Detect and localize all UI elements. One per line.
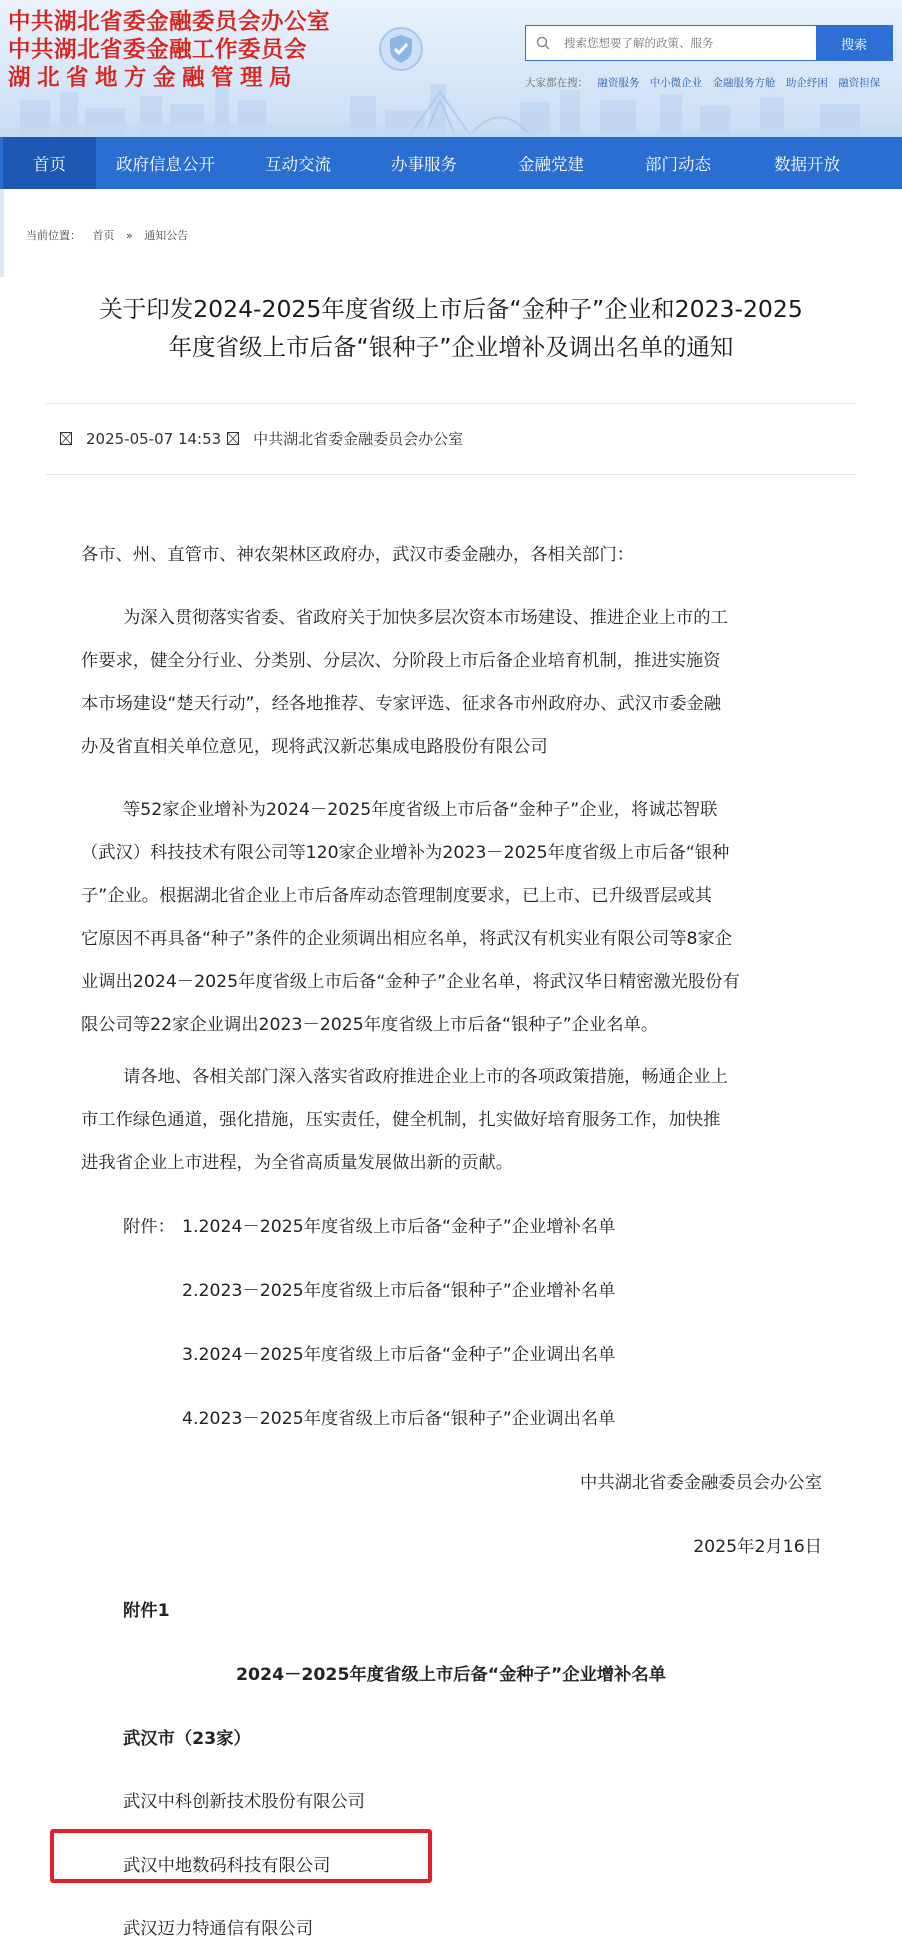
company-item: 武汉迈力特通信有限公司 bbox=[123, 1919, 314, 1939]
search-button[interactable]: 搜索 bbox=[816, 26, 892, 60]
nav-item-interaction[interactable]: 互动交流 bbox=[265, 155, 331, 174]
main-nav bbox=[0, 137, 902, 189]
company-item: 武汉中地数码科技有限公司 bbox=[123, 1856, 331, 1876]
article-title bbox=[40, 290, 862, 366]
search-input[interactable] bbox=[560, 26, 816, 60]
company-item: 武汉中科创新技术股份有限公司 bbox=[123, 1792, 365, 1812]
nav-item-home[interactable]: 首页 bbox=[3, 137, 96, 189]
hot-search-keyword[interactable]: 金融服务方舱 bbox=[712, 77, 776, 89]
body-line: 为深入贯彻落实省委、省政府关于加快多层次资本市场建设、推进企业上市的工 bbox=[123, 608, 728, 628]
body-line: 子”企业。根据湖北省企业上市后备库动态管理制度要求，已上市、已升级晋层或其 bbox=[81, 886, 713, 906]
site-title-2: 中共湖北省委金融工作委员会 bbox=[8, 37, 308, 63]
breadcrumb bbox=[26, 227, 196, 243]
nav-item-news[interactable]: 部门动态 bbox=[645, 155, 711, 174]
hot-search-keyword[interactable]: 中小微企业 bbox=[649, 77, 703, 89]
attachment-link[interactable]: 2.2023－2025年度省级上市后备“银种子”企业增补名单 bbox=[182, 1281, 616, 1301]
body-line: 请各地、各相关部门深入落实省政府推进企业上市的各项政策措施，畅通企业上 bbox=[123, 1067, 728, 1087]
attachment-link[interactable]: 1.2024－2025年度省级上市后备“金种子”企业增补名单 bbox=[182, 1217, 616, 1237]
site-header bbox=[0, 0, 902, 137]
nav-item-open-data[interactable]: 数据开放 bbox=[774, 155, 840, 174]
breadcrumb-separator: » bbox=[126, 229, 133, 242]
body-line: 进我省企业上市进程，为全省高质量发展做出新的贡献。 bbox=[81, 1153, 514, 1173]
site-title-3: 湖北省地方金融管理局 bbox=[8, 65, 299, 91]
search-icon bbox=[526, 26, 560, 60]
article-title-line: 关于印发2024-2025年度省级上市后备“金种子”企业和2023-2025 bbox=[99, 295, 803, 323]
source-icon bbox=[227, 432, 239, 445]
hot-search-keyword[interactable]: 助企纾困 bbox=[785, 77, 828, 89]
body-line: 市工作绿色通道，强化措施，压实责任，健全机制，扎实做好培育服务工作，加快推 bbox=[81, 1110, 721, 1130]
body-line: 各市、州、直管市、神农架林区政府办，武汉市委金融办，各相关部门： bbox=[81, 545, 635, 565]
body-line: 限公司等22家企业调出2023－2025年度省级上市后备“银种子”企业名单。 bbox=[81, 1015, 659, 1035]
hot-search-label: 大家都在搜： bbox=[525, 77, 588, 89]
divider bbox=[46, 474, 856, 475]
body-line: 它原因不再具备“种子”条件的企业须调出相应名单，将武汉有机实业有限公司等8家企 bbox=[81, 929, 733, 949]
attachment-label: 附件： bbox=[123, 1217, 175, 1237]
body-line: （武汉）科技技术有限公司等120家企业增补为2023－2025年度省级上市后备“银种 bbox=[81, 843, 730, 863]
body-line: 办及省直相关单位意见，现将武汉新芯集成电路股份有限公司 bbox=[81, 737, 548, 757]
body-line: 本市场建设“楚天行动”，经各地推荐、专家评选、征求各市州政府办、武汉市委金融 bbox=[81, 694, 722, 714]
hot-searches bbox=[525, 75, 887, 90]
breadcrumb-current-link[interactable]: 通知公告 bbox=[144, 229, 189, 242]
body-line: 等52家企业增补为2024－2025年度省级上市后备“金种子”企业，将诚芯智联 bbox=[123, 800, 718, 820]
attachment-link[interactable]: 3.2024－2025年度省级上市后备“金种子”企业调出名单 bbox=[182, 1345, 616, 1365]
breadcrumb-home-link[interactable]: 首页 bbox=[92, 229, 115, 242]
article-meta bbox=[60, 428, 463, 449]
nav-item-gov-info[interactable]: 政府信息公开 bbox=[116, 155, 215, 174]
signature: 中共湖北省委金融委员会办公室 bbox=[580, 1473, 822, 1493]
sign-date: 2025年2月16日 bbox=[693, 1537, 822, 1557]
hot-search-keyword[interactable]: 融资服务 bbox=[597, 77, 640, 89]
publish-date: 2025-05-07 14:53 bbox=[86, 429, 222, 448]
hot-search-keyword[interactable]: 融资担保 bbox=[838, 77, 881, 89]
shield-logo-icon bbox=[378, 26, 424, 72]
list-title: 2024－2025年度省级上市后备“金种子”企业增补名单 bbox=[236, 1665, 666, 1685]
body-line: 作要求，健全分行业、分类别、分层次、分阶段上市后备企业培育机制，推进实施资 bbox=[81, 651, 721, 671]
highlight-box bbox=[50, 1829, 432, 1883]
nav-item-party[interactable]: 金融党建 bbox=[518, 155, 584, 174]
calendar-icon bbox=[60, 432, 72, 445]
left-accent-bar bbox=[0, 189, 4, 277]
publish-source: 中共湖北省委金融委员会办公室 bbox=[253, 430, 464, 448]
attachment-link[interactable]: 4.2023－2025年度省级上市后备“银种子”企业调出名单 bbox=[182, 1409, 616, 1429]
site-title-1: 中共湖北省委金融委员会办公室 bbox=[8, 9, 331, 35]
body-line: 业调出2024－2025年度省级上市后备“金种子”企业名单，将武汉华日精密激光股份有 bbox=[81, 972, 740, 992]
search-bar bbox=[525, 25, 893, 61]
annex-title: 附件1 bbox=[123, 1601, 170, 1621]
divider bbox=[46, 403, 856, 404]
site-titles bbox=[8, 8, 330, 92]
nav-item-services[interactable]: 办事服务 bbox=[391, 155, 457, 174]
article-title-line: 年度省级上市后备“银种子”企业增补及调出名单的通知 bbox=[168, 333, 734, 361]
breadcrumb-label: 当前位置： bbox=[26, 229, 81, 242]
city-heading: 武汉市（23家） bbox=[123, 1729, 251, 1749]
